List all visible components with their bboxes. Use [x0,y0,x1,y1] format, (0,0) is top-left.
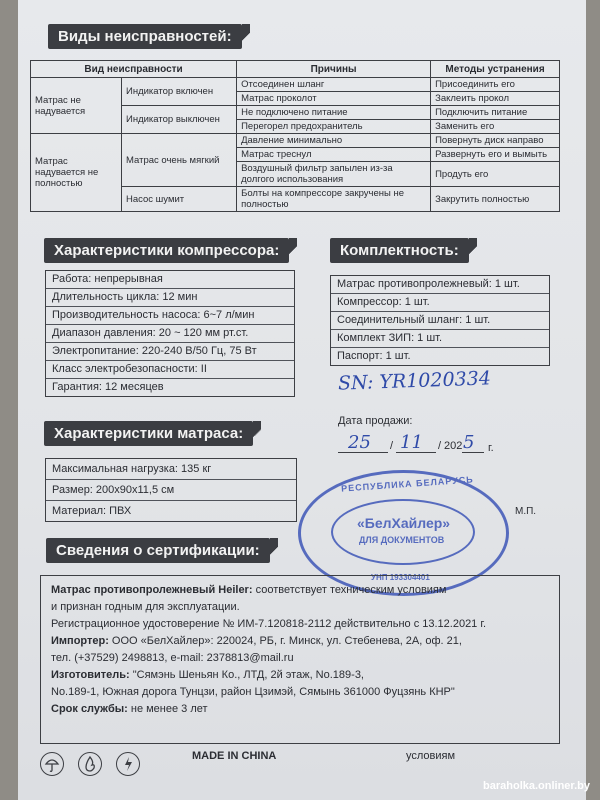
fault-subtype: Индикатор выключен [122,106,237,134]
sale-month-line [396,452,436,453]
faults-header-type: Вид неисправности [31,61,237,78]
cert-title: Сведения о сертификации: [46,538,270,563]
cert-box [40,575,560,744]
fault-cause: Отсоединен шланг [237,78,431,92]
fault-fix: Развернуть его и вымыть [431,148,560,162]
cert-line [51,667,549,684]
fault-cause: Не подключено питание [237,106,431,120]
made-in: MADE IN CHINA [192,750,277,762]
sale-year-prefix: 202 [444,440,463,452]
cert-contacts: тел. (+37529) 2498813, e-mail: 2378813@mail.ru [51,652,294,664]
watermark: baraholka.onliner.by [483,780,590,792]
sale-slash: / [438,440,442,452]
fault-fix: Присоединить его [431,78,560,92]
cert-importer: ООО «БелХайлер»: 220024, РБ, г. Минск, ул. Стебенева, 2А, оф. 21, [108,635,462,647]
kit-title: Комплектность: [330,238,469,263]
stamp-outer-text: РЕСПУБЛИКА БЕЛАРУСЬ [340,474,475,494]
sale-slash: / [390,440,394,452]
cert-importer-label: Импортер: [51,635,109,647]
kit-row: Матрас противопролежневый: 1 шт. [331,276,549,294]
electric-shock-icon [116,752,140,776]
sale-year-digit: 5 [463,432,475,453]
compressor-row: Работа: непрерывная [46,271,294,289]
mattress-title: Характеристики матраса: [44,421,253,446]
fault-cause: Давление минимально [237,134,431,148]
mattress-row: Материал: ПВХ [52,505,132,517]
cert-registration: Регистрационное удостоверение № ИМ-7.120818-2112 действительно с 13.12.2021 г. [51,618,487,630]
cert-line: и признан годным для эксплуатации. [51,601,240,613]
stamp-sub: ДЛЯ ДОКУМЕНТОВ [359,535,445,545]
fault-subtype: Матрас очень мягкий [122,134,237,187]
sale-month: 11 [400,432,423,453]
stamp-inner-ring [331,499,475,565]
serial-number: SN: YR1020334 [337,367,492,395]
fault-cause: Матрас треснул [237,148,431,162]
sale-year-suffix: г. [488,442,494,454]
fault-fix: Повернуть диск направо [431,134,560,148]
fault-type: Матрас надувается не полностью [31,134,122,212]
mattress-row: Максимальная нагрузка: 135 кг [46,459,296,480]
kit-row: Комплект ЗИП: 1 шт. [331,330,549,348]
mattress-box [45,458,297,522]
compressor-row: Электропитание: 220-240 В/50 Гц, 75 Вт [46,343,294,361]
faults-table [30,60,560,212]
cert-life-label: Срок службы: [51,703,128,715]
stamp-company: «БелХайлер» [357,515,451,531]
compressor-row: Гарантия: 12 месяцев [52,381,164,393]
fault-fix: Подключить питание [431,106,560,120]
fault-subtype: Насос шумит [122,187,237,212]
cert-life: не менее 3 лет [127,703,208,715]
mattress-row: Размер: 200х90х11,5 см [46,480,296,501]
conditions-text: условиям [406,750,456,762]
fault-type: Матрас не надувается [31,78,122,134]
cert-product: Матрас противопролежневый Heiler: [51,584,253,596]
cert-line [51,701,549,718]
fault-fix: Продуть его [431,162,560,187]
faults-header-causes: Причины [237,61,431,78]
compressor-row: Длительность цикла: 12 мин [46,289,294,307]
sale-day-line [338,452,388,453]
cert-maker-label: Изготовитель: [51,669,130,681]
sale-date-label: Дата продажи: [338,415,413,427]
fault-subtype: Индикатор включен [122,78,237,106]
kit-box [330,275,550,366]
sale-date [338,432,498,456]
cert-line [51,633,549,650]
mp-label: М.П. [515,506,537,517]
cert-text: соответствует техническим условиям [252,584,447,596]
compressor-row: Класс электробезопасности: II [46,361,294,379]
compressor-title: Характеристики компрессора: [44,238,289,263]
fault-cause: Воздушный фильтр запылен из-за долгого использования [237,162,431,187]
fault-cause: Болты на компрессоре закручены не полностью [237,187,431,212]
sale-day: 25 [348,432,371,453]
compressor-row: Диапазон давления: 20 ~ 120 мм рт.ст. [46,325,294,343]
compressor-box [45,270,295,397]
compressor-row: Производительность насоса: 6~7 л/мин [46,307,294,325]
fault-cause: Перегорел предохранитель [237,120,431,134]
stamp-unp: УНП 193304401 [371,573,430,582]
cert-line [51,582,549,599]
faults-header-methods: Методы устранения [431,61,560,78]
kit-row: Соединительный шланг: 1 шт. [331,312,549,330]
umbrella-icon [40,752,64,776]
fault-fix: Заменить его [431,120,560,134]
fault-cause: Матрас проколот [237,92,431,106]
kit-row: Компрессор: 1 шт. [331,294,549,312]
fault-fix: Закрутить полностью [431,187,560,212]
flammable-icon [78,752,102,776]
fault-fix: Заклеить прокол [431,92,560,106]
kit-row: Паспорт: 1 шт. [337,350,411,362]
sale-year-line [462,452,484,453]
faults-title: Виды неисправностей: [48,24,242,49]
cert-maker: "Сямэнь Шеньян Ко., ЛТД, 2й этаж, No.189-3, [129,669,364,681]
cert-maker-address: No.189-1, Южная дорога Тунцзи, район Цзимэй, Сямынь 361000 Фуцзянь КНР" [51,686,455,698]
